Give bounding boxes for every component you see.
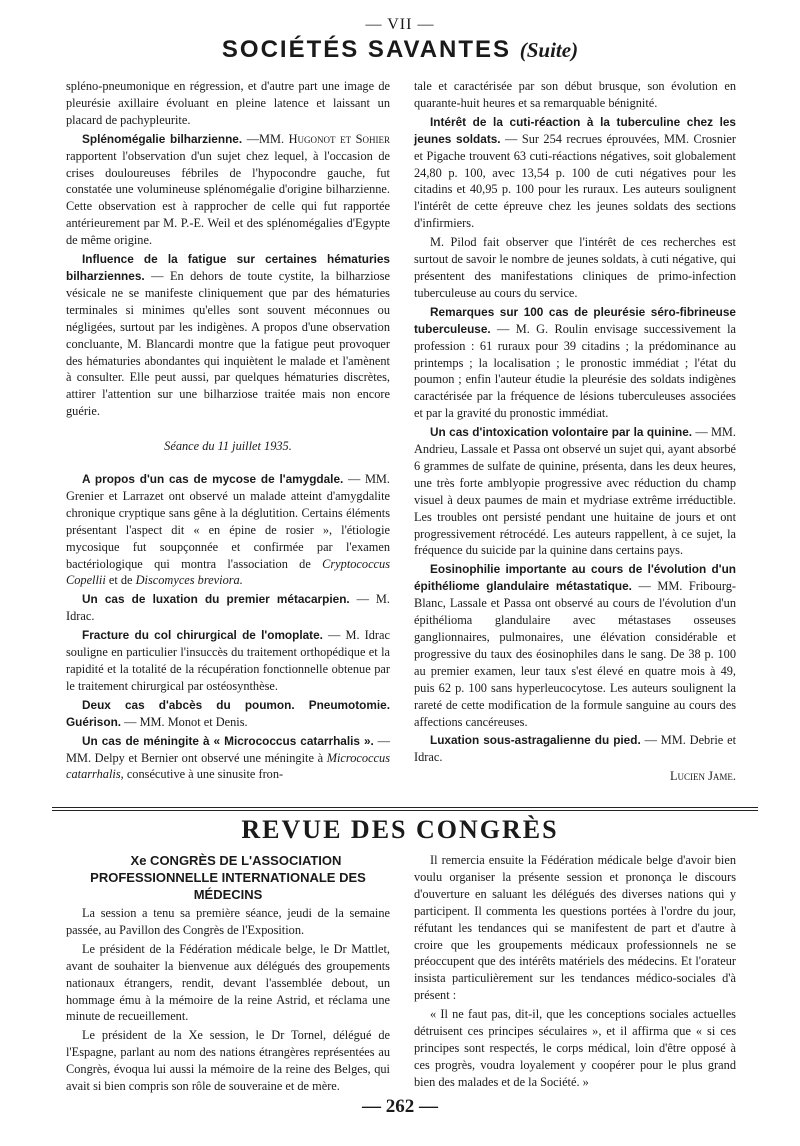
paragraph: tale et caractérisée par son début brusque, son évolution en quarante-huit heures et sa remarquable bénignité. xyxy=(414,79,736,110)
article-title: Fracture du col chirurgical de l'omoplate. xyxy=(82,628,323,643)
paragraph xyxy=(414,424,736,559)
page-roman-number: — VII — xyxy=(365,16,435,33)
article-text: — M. Idrac. xyxy=(66,592,390,624)
paragraph: spléno-pneumonique en régression, et d'autre part une image de pleurésie axillaire évoluant en pleine latence et laissant un placard de pachypleurite. xyxy=(66,79,390,127)
authors: —MM. Hugonot et Sohier xyxy=(246,131,390,146)
divider xyxy=(52,807,758,808)
article-text: — MM. Debrie et Idrac. xyxy=(414,733,737,765)
congres-heading: Xe CONGRÈS DE L'ASSOCIATION PROFESSIONNELLE INTERNATIONALE DES MÉDECINS xyxy=(90,853,366,902)
seance-date: Séance du 11 juillet 1935. xyxy=(164,439,292,454)
article-text: — M. G. Roulin envisage successivement la profession : 61 ruraux pour 39 citadins ; la prédominance au printemps ; la localisation ; le pronostic immédiat ; l'état du poumon ; enfin l'auteur étudie la pleurésie des soldats indigènes caractérisée par la fréquence de lésions tuberculeuses associées et par la gravité du pronostic immédiat. xyxy=(414,321,736,421)
article-title: Deux cas d'abcès du poumon. Pneumotomie. Guérison. xyxy=(66,697,390,729)
paragraph: « Il ne faut pas, dit-il, que les conceptions sociales actuelles détruisent ces principes séculaires », et il affirma que « si ces principes sont respectés, le corps médical, loin d'être opposé à ces progrès, voudra loyalement y coopérer pour le plus grand bien des malades et de la Société. » xyxy=(414,1007,736,1089)
paragraph: La session a tenu sa première séance, jeudi de la semaine passée, au Pavillon des Congrès de l'Exposition. xyxy=(66,906,390,937)
paragraph xyxy=(66,131,390,249)
paragraph: M. Pilod fait observer que l'intérêt de ces recherches est surtout de savoir le nombre de jeunes soldats, à cuti négative, qui présentent des manifestations cliniques de primo-infection tuberculeuse au cours du service. xyxy=(414,235,736,300)
paragraph: Il remercia ensuite la Fédération médicale belge d'avoir bien voulu organiser la présente session et prononça le discours d'ouverture en saluant les délégués des diverses nations qui y participent. Il commenta les questions portées à l'ordre du jour, réfutant les tendances qui se manifestent de part et d'autre à croire que les groupements médicaux professionnels ne se préoccupent que des intérêts matériels des médecins. Et l'orateur insista particulièrement sur les tendances médico-sociales d'à présent : xyxy=(414,853,736,1003)
section-title-text: SOCIÉTÉS SAVANTES xyxy=(221,36,512,63)
paragraph xyxy=(414,304,736,422)
article-title: Remarques sur 100 cas de pleurésie séro-fibrineuse tuberculeuse. xyxy=(414,304,736,336)
left-column xyxy=(66,78,390,785)
article-title: Un cas de luxation du premier métacarpien. xyxy=(82,592,350,607)
paragraph xyxy=(66,627,390,695)
paragraph xyxy=(414,732,736,766)
article-text: — Sur 254 recrues éprouvées, MM. Crosnier et Pigache trouvent 63 cuti-réactions négatives, soit globalement 24,80 p. 100, avec 13,54 p. 100 de cuti négatives pour les citadins et 40,95 p. 100 pour les ruraux. Les auteurs soulignent l'intérêt de cette épreuve chez les jeunes soldats des sections d'infirmiers. xyxy=(414,131,737,231)
section-title-suffix: (Suite) xyxy=(519,38,579,62)
species-name: Discomyces breviora. xyxy=(135,573,243,588)
paragraph xyxy=(414,561,736,730)
species-name: Cryptococcus Copellii xyxy=(66,556,390,588)
congres-right-column xyxy=(414,852,736,1093)
article-text: et de xyxy=(108,573,133,588)
article-title: Intérêt de la cuti-réaction à la tuberculine chez les jeunes soldats. xyxy=(414,114,736,146)
paragraph xyxy=(66,591,390,625)
right-column xyxy=(414,78,736,787)
article-title: Eosinophilie importante au cours de l'évolution d'un épithéliome glandulaire métastatique. xyxy=(414,562,736,594)
section-title xyxy=(0,36,800,64)
article-title: Un cas de méningite à « Micrococcus catarrhalis ». xyxy=(82,733,374,748)
article-text: rapportent l'observation d'un sujet chez lequel, à l'occasion de crises douloureuses fébriles de l'hypocondre gauche, fut constatée une volumineuse splénomégalie d'origine bilharzienne. Cette observation est à rapprocher de celle qui fut rapportée antérieurement par M. P.-E. Weil et des splénomégalies d'Egypte de même origine. xyxy=(66,148,390,248)
species-name: Micrococcus catarrhalis, xyxy=(66,750,390,782)
article-title: Influence de la fatigue sur certaines hématuries bilharziennes. xyxy=(66,252,390,283)
paragraph xyxy=(66,697,390,731)
article-text: — En dehors de toute cystite, la bilharziose vésicale ne se manifeste cliniquement que par des hématuries terminales si minimes qu'elles sont souvent méconnues ou négligées, surtout par les indigènes. A propos d'une observation concluante, M. Blancardi montre que la fatigue peut provoquer des hématuries abondantes qui inquiètent le malade et l'amènent à consulter. Elle peut aussi, par quelques hématuries discrètes, attirer l'attention sur une bilharziose traitée mais non encore guérie. xyxy=(66,268,390,419)
paragraph xyxy=(66,733,390,784)
article-title: Luxation sous-astragalienne du pied. xyxy=(430,733,641,748)
paragraph: Le président de la Xe session, le Dr Tornel, délégué de l'Espagne, parlant au nom des nations étrangères représentées au Congrès, évoqua lui aussi la mémoire de la reine des Belges, qui avait si bien compris son rôle de souveraine et de mère. xyxy=(66,1028,390,1094)
article-text: — MM. Delpy et Bernier ont observé une méningite à xyxy=(66,733,390,765)
article-text: — MM. Andrieu, Lassale et Passa ont observé un sujet qui, ayant absorbé 6 grammes de sulfate de quinine, présenta, dans les deux heures, une très forte amblyopie progressive avec réduction du champ visuel à deux paumes de main et mydriase extrême irréductible. Les troubles ont persisté pendant une huitaine de jours et ont progressivement rétrocédé. Les auteurs rappellent, à ce sujet, la fréquence du suicide par la quinine dans certains pays. xyxy=(414,425,736,558)
signature: Lucien Jame. xyxy=(669,769,736,784)
page-number: — 262 — xyxy=(362,1096,438,1117)
article-title: Splénomégalie bilharzienne. xyxy=(82,131,243,146)
divider xyxy=(52,810,758,811)
article-text: — MM. Monot et Denis. xyxy=(124,714,248,729)
paragraph xyxy=(66,471,390,589)
paragraph: Le président de la Fédération médicale belge, le Dr Mattlet, avant de souhaiter la bienvenue aux délégués des groupements nationaux étrangers, rendit, devant l'assemblée debout, un hommage ému à la mémoire de la reine Astrid, et réclama une minute de recueillement. xyxy=(66,941,390,1024)
paragraph xyxy=(66,251,390,420)
article-text: consécutive à une sinusite fron- xyxy=(126,767,284,782)
article-title: Un cas d'intoxication volontaire par la quinine. xyxy=(430,425,693,440)
congres-left-column xyxy=(66,852,390,1097)
article-text: — MM. Grenier et Larrazet ont observé un malade atteint d'amygdalite chronique cryptique sans gêne à la déglutition. Certains éléments présentant l'aspect dit « en épine de rosier », l'étiologie mycosique fut soupçonnée et confirmée par l'examen bactériologique qui montra l'association de xyxy=(66,472,390,571)
article-title: A propos d'un cas de mycose de l'amygdale. xyxy=(82,472,344,487)
paragraph xyxy=(414,114,736,232)
article-text: — MM. Fribourg-Blanc, Lassale et Passa ont observé au cours de l'évolution d'un épithélioma glandulaire avec métastases osseuses ganglionnaires, pulmonaires, une élévation considérable et progressive du taux des éosinophiles dans le sang. De 38 p. 100 au premier examen, leur taux s'est élevé en quatre mois à 49, puis 62 p. 100 sans hyperleucocytose. Les auteurs soulignent la rareté de cette modification de la formule sanguine au cours des affections cancéreuses. xyxy=(414,579,736,729)
article-text: — M. Idrac souligne en particulier l'insuccès du traitement orthopédique et la rapidité et la totalité de la récupération fonctionnelle obtenue par le traitement chirurgical par ostéosynthèse. xyxy=(66,628,390,693)
congres-title: REVUE DES CONGRÈS xyxy=(241,815,559,844)
